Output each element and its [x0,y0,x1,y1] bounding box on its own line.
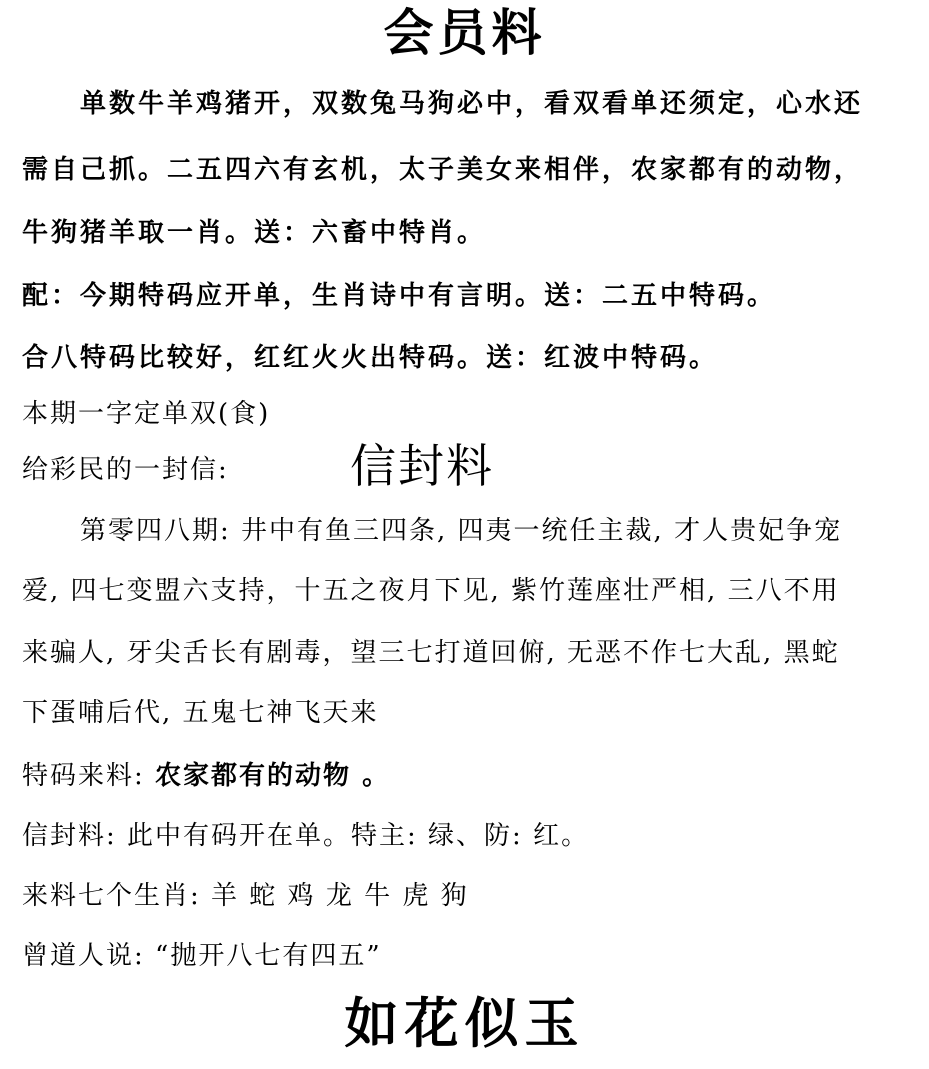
envelope-line: 信封料: 此中有码开在单。特主: 绿、防: 红。 [22,821,590,851]
member-line-2: 需自己抓。二五四六有玄机，太子美女来相伴，农家都有的动物， [22,155,864,185]
member-line-3: 牛狗猪羊取一肖。送：六畜中特肖。 [22,218,487,248]
member-title: 会员料 [383,3,546,62]
letter-line-1: 第零四八期: 井中有鱼三四条, 四夷一统任主裁, 才人贵妃争宠 [80,516,843,546]
member-line-5: 合八特码比较好，红红火火出特码。送：红波中特码。 [22,343,719,373]
special-code-label: 特码来料: [22,761,145,791]
special-code-line [22,760,917,792]
letter-line-2: 爱, 四七变盟六支持，十五之夜月下见, 紫竹莲座壮严相, 三八不用 [22,576,840,606]
special-code-value: 农家都有的动物 。 [155,761,391,791]
zodiac-line: 来料七个生肖: 羊 蛇 鸡 龙 牛 虎 狗 [22,881,469,911]
letter-intro: 给彩民的一封信: [22,455,229,485]
member-line-4: 配：今期特码应开单，生肖诗中有言明。送：二五中特码。 [22,281,777,311]
letter-line-4: 下蛋哺后代, 五鬼七神飞天来 [22,698,379,728]
letter-line-3: 来骗人, 牙尖舌长有剧毒，望三七打道回俯, 无恶不作七大乱, 黑蛇 [22,638,840,668]
quote-line: 曾道人说: “抛开八七有四五” [22,941,382,971]
letter-title: 信封料 [350,439,494,493]
member-line-6: 本期一字定单双(食) [22,399,271,429]
member-line-1: 单数牛羊鸡猪开，双数兔马狗必中，看双看单还须定，心水还 [80,89,864,119]
footer-title: 如花似玉 [344,991,585,1055]
